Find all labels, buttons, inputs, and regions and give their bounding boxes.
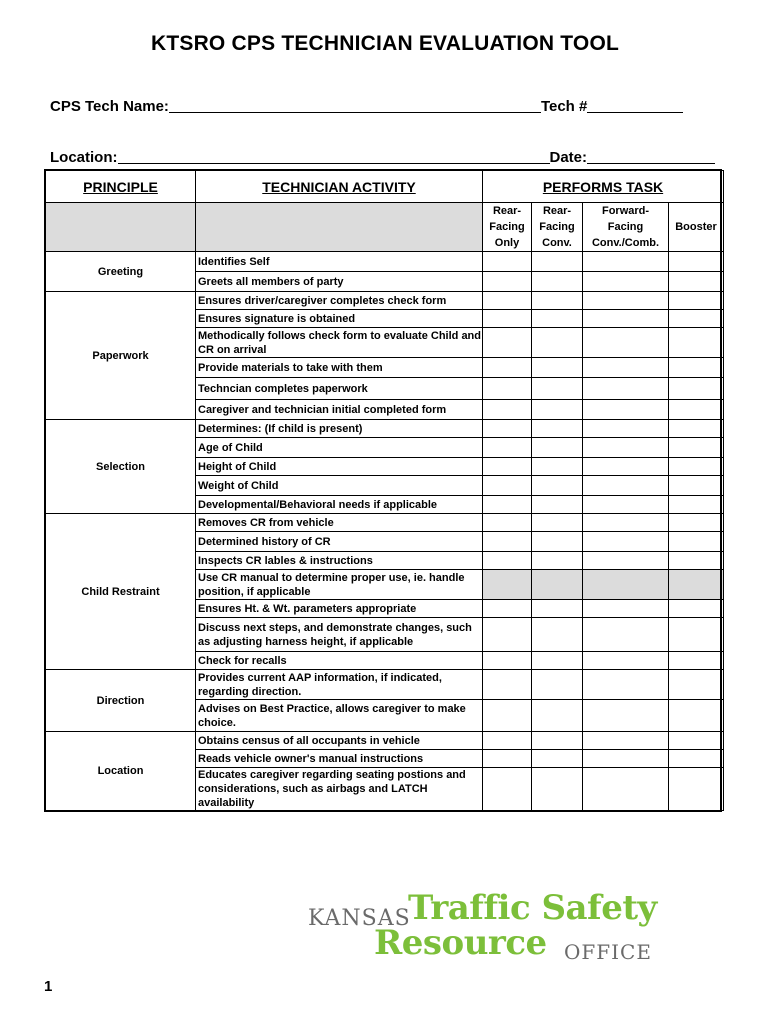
column-label-line: Facing bbox=[607, 221, 644, 233]
task-checkbox-forward-facing-conv-comb[interactable] bbox=[583, 252, 669, 272]
activity-cell: Determined history of CR bbox=[196, 532, 483, 552]
task-checkbox-booster[interactable] bbox=[669, 358, 724, 378]
location-label: Location: bbox=[50, 149, 118, 166]
table-header-row bbox=[46, 171, 724, 203]
task-checkbox-rear-facing-conv[interactable] bbox=[532, 532, 583, 552]
task-checkbox-rear-facing-only[interactable] bbox=[483, 310, 532, 328]
task-checkbox-rear-facing-conv[interactable] bbox=[532, 328, 583, 358]
activity-cell: Advises on Best Practice, allows caregiver to make choice. bbox=[196, 700, 483, 732]
task-checkbox-rear-facing-conv[interactable] bbox=[532, 438, 583, 458]
activity-cell: Discuss next steps, and demonstrate changes, such as adjusting harness height, if applicable bbox=[196, 618, 483, 652]
activity-cell: Ensures driver/caregiver completes check form bbox=[196, 292, 483, 310]
location-row bbox=[50, 149, 715, 166]
column-label-line: Forward- bbox=[601, 205, 650, 217]
task-checkbox-forward-facing-conv-comb[interactable] bbox=[583, 458, 669, 476]
task-checkbox-rear-facing-conv[interactable] bbox=[532, 496, 583, 514]
activity-cell: Reads vehicle owner's manual instructions bbox=[196, 750, 483, 768]
column-label-line: Rear- bbox=[492, 205, 522, 217]
column-booster bbox=[669, 203, 724, 252]
task-checkbox-forward-facing-conv-comb[interactable] bbox=[583, 328, 669, 358]
task-checkbox-booster[interactable] bbox=[669, 618, 724, 652]
document-title: KTSRO CPS TECHNICIAN EVALUATION TOOL bbox=[150, 32, 620, 55]
task-checkbox-forward-facing-conv-comb[interactable] bbox=[583, 552, 669, 570]
task-checkbox-forward-facing-conv-comb[interactable] bbox=[583, 700, 669, 732]
task-checkbox-rear-facing-conv[interactable] bbox=[532, 652, 583, 670]
column-label-line: Conv./Comb. bbox=[591, 237, 659, 249]
task-checkbox-forward-facing-conv-comb[interactable] bbox=[583, 514, 669, 532]
task-checkbox-rear-facing-conv[interactable] bbox=[532, 552, 583, 570]
task-checkbox-booster[interactable] bbox=[669, 328, 724, 358]
activity-cell: Caregiver and technician initial completed form bbox=[196, 400, 483, 420]
activity-cell: Ensures signature is obtained bbox=[196, 310, 483, 328]
task-checkbox-rear-facing-conv[interactable] bbox=[532, 310, 583, 328]
principle-greeting: Greeting bbox=[46, 252, 196, 292]
task-checkbox-booster[interactable] bbox=[669, 476, 724, 496]
task-checkbox-rear-facing-conv[interactable] bbox=[532, 252, 583, 272]
task-checkbox-rear-facing-only[interactable] bbox=[483, 670, 532, 700]
column-forward-facing-conv-comb bbox=[583, 203, 669, 252]
logo-resource-text: Resource bbox=[374, 923, 547, 963]
task-checkbox-rear-facing-only[interactable] bbox=[483, 750, 532, 768]
task-checkbox-booster[interactable] bbox=[669, 514, 724, 532]
task-checkbox-booster[interactable] bbox=[669, 768, 724, 811]
column-label-line: Facing bbox=[539, 221, 575, 233]
task-checkbox-rear-facing-only[interactable] bbox=[483, 420, 532, 438]
task-checkbox-rear-facing-conv[interactable] bbox=[532, 700, 583, 732]
task-checkbox-rear-facing-conv[interactable] bbox=[532, 732, 583, 750]
task-checkbox-rear-facing-only[interactable] bbox=[483, 514, 532, 532]
task-checkbox-booster[interactable] bbox=[669, 750, 724, 768]
activity-cell: Methodically follows check form to evaluate Child and CR on arrival bbox=[196, 328, 483, 358]
task-checkbox-forward-facing-conv-comb[interactable] bbox=[583, 732, 669, 750]
column-rear-facing-conv bbox=[532, 203, 583, 252]
task-column-label-row bbox=[46, 203, 724, 252]
task-checkbox-rear-facing-only[interactable] bbox=[483, 272, 532, 292]
activity-cell: Height of Child bbox=[196, 458, 483, 476]
task-checkbox-booster[interactable] bbox=[669, 310, 724, 328]
task-checkbox-booster[interactable] bbox=[669, 670, 724, 700]
task-checkbox-rear-facing-only[interactable] bbox=[483, 358, 532, 378]
location-field[interactable] bbox=[118, 149, 550, 164]
task-checkbox-rear-facing-conv[interactable] bbox=[532, 378, 583, 400]
task-checkbox-rear-facing-only[interactable] bbox=[483, 552, 532, 570]
activity-cell: Ensures Ht. & Wt. parameters appropriate bbox=[196, 600, 483, 618]
principle-child-restraint: Child Restraint bbox=[46, 514, 196, 670]
task-checkbox-forward-facing-conv-comb[interactable] bbox=[583, 532, 669, 552]
activity-cell: Use CR manual to determine proper use, ie. handle position, if applicable bbox=[196, 570, 483, 600]
task-checkbox-booster[interactable] bbox=[669, 292, 724, 310]
task-checkbox-rear-facing-conv[interactable] bbox=[532, 570, 583, 600]
task-checkbox-forward-facing-conv-comb[interactable] bbox=[583, 358, 669, 378]
task-checkbox-rear-facing-conv[interactable] bbox=[532, 750, 583, 768]
task-checkbox-forward-facing-conv-comb[interactable] bbox=[583, 438, 669, 458]
task-checkbox-booster[interactable] bbox=[669, 700, 724, 732]
column-label-line: Facing bbox=[489, 221, 525, 233]
task-checkbox-forward-facing-conv-comb[interactable] bbox=[583, 292, 669, 310]
performs-task-header: PERFORMS TASK bbox=[483, 171, 724, 203]
task-checkbox-rear-facing-conv[interactable] bbox=[532, 618, 583, 652]
tech-name-row bbox=[50, 98, 683, 115]
principle-direction: Direction bbox=[46, 670, 196, 732]
task-checkbox-rear-facing-only[interactable] bbox=[483, 570, 532, 600]
task-checkbox-forward-facing-conv-comb[interactable] bbox=[583, 310, 669, 328]
task-checkbox-booster[interactable] bbox=[669, 532, 724, 552]
tech-name-field[interactable] bbox=[169, 98, 541, 113]
tech-name-label: CPS Tech Name: bbox=[50, 98, 169, 115]
principle-location: Location bbox=[46, 732, 196, 811]
task-checkbox-rear-facing-conv[interactable] bbox=[532, 400, 583, 420]
table-row bbox=[46, 292, 724, 310]
activity-blank-cell bbox=[196, 203, 483, 252]
task-checkbox-forward-facing-conv-comb[interactable] bbox=[583, 570, 669, 600]
table-row bbox=[46, 252, 724, 272]
task-checkbox-rear-facing-conv[interactable] bbox=[532, 670, 583, 700]
principle-header: PRINCIPLE bbox=[46, 171, 196, 203]
tech-number-field[interactable] bbox=[587, 98, 683, 113]
date-field[interactable] bbox=[587, 149, 715, 164]
task-checkbox-rear-facing-only[interactable] bbox=[483, 378, 532, 400]
activity-header: TECHNICIAN ACTIVITY bbox=[196, 171, 483, 203]
principle-selection: Selection bbox=[46, 420, 196, 514]
task-checkbox-booster[interactable] bbox=[669, 378, 724, 400]
task-checkbox-booster[interactable] bbox=[669, 600, 724, 618]
evaluation-table bbox=[45, 170, 724, 811]
activity-cell: Educates caregiver regarding seating postions and considerations, such as airbags and LATCH availability bbox=[196, 768, 483, 811]
logo-kansas-text: KANSAS bbox=[308, 906, 411, 931]
task-checkbox-rear-facing-only[interactable] bbox=[483, 458, 532, 476]
task-checkbox-forward-facing-conv-comb[interactable] bbox=[583, 618, 669, 652]
task-checkbox-booster[interactable] bbox=[669, 496, 724, 514]
table-row bbox=[46, 514, 724, 532]
logo-traffic-safety-text: Traffic Safety bbox=[408, 888, 657, 928]
task-checkbox-rear-facing-conv[interactable] bbox=[532, 292, 583, 310]
task-checkbox-booster[interactable] bbox=[669, 570, 724, 600]
task-checkbox-forward-facing-conv-comb[interactable] bbox=[583, 272, 669, 292]
activity-cell: Inspects CR lables & instructions bbox=[196, 552, 483, 570]
activity-cell: Obtains census of all occupants in vehicle bbox=[196, 732, 483, 750]
tech-number-label: Tech # bbox=[540, 98, 588, 115]
task-checkbox-forward-facing-conv-comb[interactable] bbox=[583, 400, 669, 420]
table-row bbox=[46, 732, 724, 750]
activity-cell: Weight of Child bbox=[196, 476, 483, 496]
activity-cell: Removes CR from vehicle bbox=[196, 514, 483, 532]
task-checkbox-rear-facing-conv[interactable] bbox=[532, 458, 583, 476]
column-label-line: Rear- bbox=[542, 205, 572, 217]
task-checkbox-rear-facing-conv[interactable] bbox=[532, 272, 583, 292]
task-checkbox-rear-facing-only[interactable] bbox=[483, 532, 532, 552]
activity-cell: Determines: (If child is present) bbox=[196, 420, 483, 438]
activity-cell: Age of Child bbox=[196, 438, 483, 458]
task-checkbox-forward-facing-conv-comb[interactable] bbox=[583, 652, 669, 670]
task-checkbox-forward-facing-conv-comb[interactable] bbox=[583, 476, 669, 496]
task-checkbox-forward-facing-conv-comb[interactable] bbox=[583, 496, 669, 514]
column-label-line bbox=[669, 235, 723, 251]
task-checkbox-forward-facing-conv-comb[interactable] bbox=[583, 420, 669, 438]
column-label-line: Only bbox=[494, 237, 520, 249]
task-checkbox-rear-facing-only[interactable] bbox=[483, 732, 532, 750]
activity-cell: Check for recalls bbox=[196, 652, 483, 670]
task-checkbox-booster[interactable] bbox=[669, 420, 724, 438]
logo-office-text: OFFICE bbox=[564, 940, 652, 964]
activity-cell: Provide materials to take with them bbox=[196, 358, 483, 378]
task-checkbox-rear-facing-only[interactable] bbox=[483, 438, 532, 458]
task-checkbox-forward-facing-conv-comb[interactable] bbox=[583, 750, 669, 768]
task-checkbox-rear-facing-only[interactable] bbox=[483, 252, 532, 272]
task-checkbox-forward-facing-conv-comb[interactable] bbox=[583, 378, 669, 400]
task-checkbox-rear-facing-only[interactable] bbox=[483, 600, 532, 618]
task-checkbox-booster[interactable] bbox=[669, 552, 724, 570]
task-checkbox-rear-facing-only[interactable] bbox=[483, 496, 532, 514]
task-checkbox-rear-facing-only[interactable] bbox=[483, 476, 532, 496]
kansas-traffic-safety-logo bbox=[308, 888, 708, 968]
column-rear-facing-only bbox=[483, 203, 532, 252]
table-row bbox=[46, 420, 724, 438]
task-checkbox-rear-facing-only[interactable] bbox=[483, 700, 532, 732]
task-checkbox-rear-facing-only[interactable] bbox=[483, 768, 532, 811]
column-label-line: Conv. bbox=[542, 237, 572, 249]
task-checkbox-booster[interactable] bbox=[669, 732, 724, 750]
column-label-line: Booster bbox=[675, 221, 717, 233]
task-checkbox-rear-facing-conv[interactable] bbox=[532, 476, 583, 496]
task-checkbox-rear-facing-only[interactable] bbox=[483, 292, 532, 310]
activity-cell: Identifies Self bbox=[196, 252, 483, 272]
task-checkbox-forward-facing-conv-comb[interactable] bbox=[583, 768, 669, 811]
task-checkbox-booster[interactable] bbox=[669, 272, 724, 292]
page-number: 1 bbox=[44, 978, 53, 995]
task-checkbox-rear-facing-only[interactable] bbox=[483, 400, 532, 420]
task-checkbox-rear-facing-only[interactable] bbox=[483, 618, 532, 652]
task-checkbox-rear-facing-conv[interactable] bbox=[532, 768, 583, 811]
task-checkbox-booster[interactable] bbox=[669, 400, 724, 420]
task-checkbox-booster[interactable] bbox=[669, 438, 724, 458]
activity-cell: Developmental/Behavioral needs if applicable bbox=[196, 496, 483, 514]
task-checkbox-forward-facing-conv-comb[interactable] bbox=[583, 670, 669, 700]
task-checkbox-rear-facing-only[interactable] bbox=[483, 652, 532, 670]
activity-cell: Techncian completes paperwork bbox=[196, 378, 483, 400]
table-row bbox=[46, 670, 724, 700]
activity-cell: Provides current AAP information, if indicated, regarding direction. bbox=[196, 670, 483, 700]
task-checkbox-rear-facing-conv[interactable] bbox=[532, 420, 583, 438]
principle-blank-cell bbox=[46, 203, 196, 252]
date-label: Date: bbox=[549, 149, 588, 166]
task-checkbox-rear-facing-conv[interactable] bbox=[532, 600, 583, 618]
principle-paperwork: Paperwork bbox=[46, 292, 196, 420]
task-checkbox-forward-facing-conv-comb[interactable] bbox=[583, 600, 669, 618]
task-checkbox-booster[interactable] bbox=[669, 252, 724, 272]
task-checkbox-booster[interactable] bbox=[669, 458, 724, 476]
task-checkbox-rear-facing-only[interactable] bbox=[483, 328, 532, 358]
column-label-line bbox=[669, 203, 723, 219]
task-checkbox-rear-facing-conv[interactable] bbox=[532, 358, 583, 378]
task-checkbox-rear-facing-conv[interactable] bbox=[532, 514, 583, 532]
task-checkbox-booster[interactable] bbox=[669, 652, 724, 670]
activity-cell: Greets all members of party bbox=[196, 272, 483, 292]
